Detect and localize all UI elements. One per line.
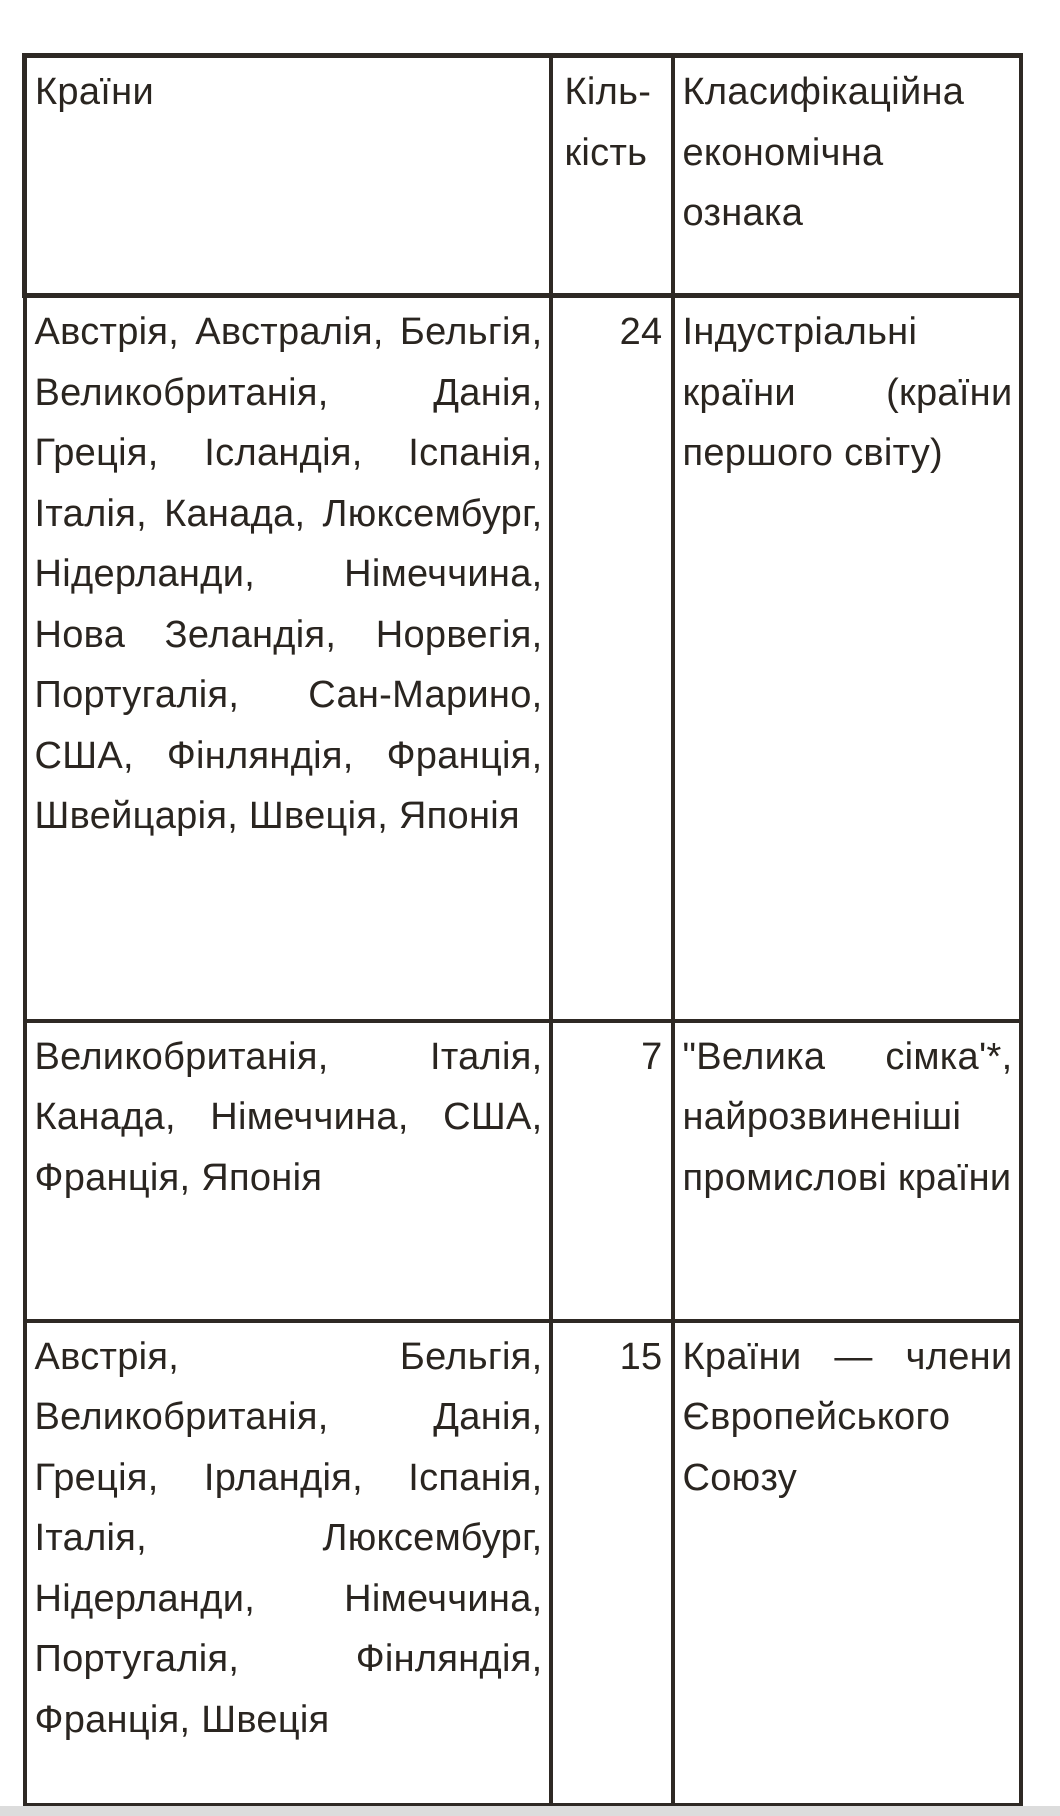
row-count: 7 xyxy=(551,1021,673,1321)
classification-table xyxy=(22,53,1023,1807)
bottom-scroll-edge xyxy=(0,1806,1060,1816)
row-countries: Австрія, Бельгія, Великобританія, Данія, Греція, Ірландія, Іспанія, Італія, Люксембург, Нідерланди, Німеччина, Португалія, Фінляндія, Франція, Швеція xyxy=(25,1321,551,1805)
header-row xyxy=(25,56,1021,296)
header-count-line1: Кіль- xyxy=(564,71,652,113)
row-classification: "Велика сімка'*, найрозвиненіші промислові країни xyxy=(673,1021,1021,1321)
header-countries: Країни xyxy=(25,56,551,296)
row-countries: Австрія, Австралія, Бельгія, Великобританія, Данія, Греція, Ісландія, Іспанія, Італія, Канада, Люксембург, Нідерланди, Німеччина, Нова Зеландія, Норвегія, Португалія, Сан-Марино, США, Фінляндія, Франція, Швейцарія, Швеція, Японія xyxy=(25,296,551,1021)
row-classification: Індустріальні країни (країни першого світу) xyxy=(673,296,1021,1021)
header-count-line2: кість xyxy=(564,131,648,174)
header-classification: Класифікаційна економічна ознака xyxy=(673,56,1021,296)
table-row xyxy=(25,1321,1021,1805)
row-classification: Країни — члени Європейського Союзу xyxy=(673,1321,1021,1805)
table-row xyxy=(25,296,1021,1021)
row-count: 24 xyxy=(551,296,673,1021)
row-countries: Великобританія, Італія, Канада, Німеччина, США, Франція, Японія xyxy=(25,1021,551,1321)
table-row xyxy=(25,1021,1021,1321)
header-count xyxy=(551,56,673,296)
row-count: 15 xyxy=(551,1321,673,1805)
